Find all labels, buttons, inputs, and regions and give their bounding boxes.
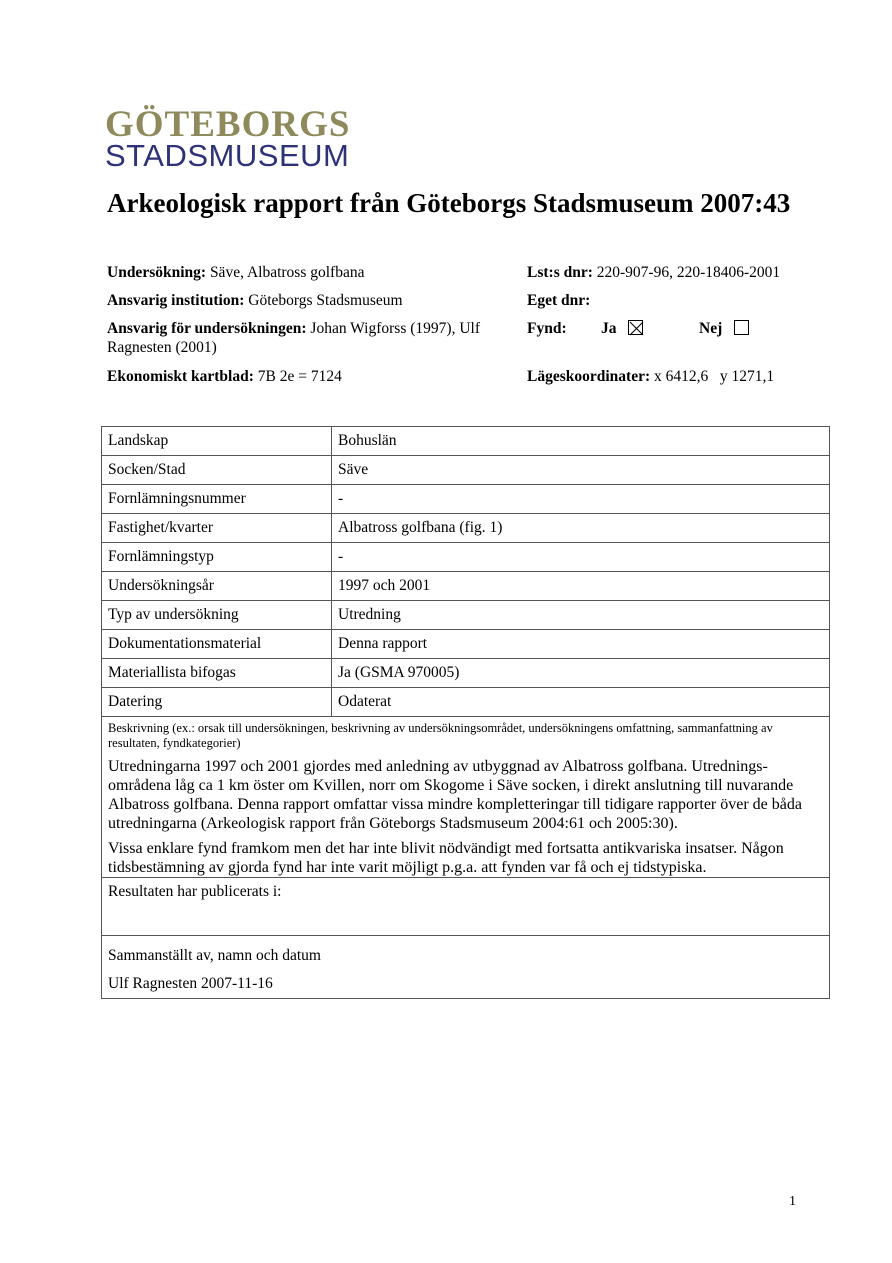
fynd-ja-checkbox[interactable] [628,320,643,335]
table-row [102,630,830,659]
description-paragraph-1: Utredningarna 1997 och 2001 gjordes med anledning av utbyggnad av Albatross golfbana. Utrednings- områdena låg ca 1 km öster om Kvillen, norr om Skogome i Säve socken, i direkt anslutning till nuvarande Albatross golfbana. Denna rapport omfattar vissa mindre kompletteringar till tidigare rapporter över de båda utredningarna (Arkeologisk rapport från Göteborgs Stadsmuseum 2004:61 och 2005:30). [108,758,802,832]
kartblad-value: 7B 2e = 7124 [253,368,342,385]
row-key: Fornlämningstyp [102,543,332,572]
ansvarig-value-2: Ragnesten (2001) [107,339,217,356]
row-key: Fastighet/kvarter [102,514,332,543]
row-value: Denna rapport [332,630,830,659]
published-cell [102,878,830,936]
logo-line-2: STADSMUSEUM [105,138,350,173]
table-row [102,572,830,601]
meta-fynd [527,319,827,338]
row-key: Landskap [102,427,332,456]
table-row [102,485,830,514]
description-row [102,717,830,878]
meta-lagekoordinater [527,367,847,386]
ansvarig-label: Ansvarig för undersökningen: [107,320,307,337]
table-row [102,456,830,485]
meta-kartblad [107,367,507,386]
row-value: 1997 och 2001 [332,572,830,601]
published-label: Resultaten har publicerats i: [108,883,282,900]
row-key: Fornlämningsnummer [102,485,332,514]
description-header: Beskrivning (ex.: orsak till undersökningen, beskrivning av undersökningsområdet, undersökningens omfattning, sammanfattning av resultaten, fyndkategorier) [108,721,773,750]
row-key: Typ av undersökning [102,601,332,630]
meta-ansvarig [107,319,517,357]
undersokning-label: Undersökning: [107,264,207,281]
table-row [102,601,830,630]
meta-eget-dnr [527,291,827,310]
description-cell [102,717,830,878]
row-value: - [332,543,830,572]
meta-institution [107,291,507,310]
kartblad-label: Ekonomiskt kartblad: [107,368,254,385]
institution-label: Ansvarig institution: [107,292,245,309]
table-row [102,514,830,543]
row-key: Datering [102,688,332,717]
eget-label: Eget dnr: [527,292,591,309]
row-value: Bohuslän [332,427,830,456]
row-value: Odaterat [332,688,830,717]
row-key: Dokumentationsmaterial [102,630,332,659]
compiled-value: Ulf Ragnesten 2007-11-16 [108,975,273,992]
checkbox-cross-icon [629,321,644,336]
row-value: Utredning [332,601,830,630]
undersokning-value: Säve, Albatross golfbana [206,264,365,281]
lage-value: x 6412,6 y 1271,1 [650,368,775,385]
fynd-nej-checkbox[interactable] [734,320,749,335]
page-number: 1 [789,1194,796,1209]
fynd-label: Fynd: [527,320,567,337]
row-value: Ja (GSMA 970005) [332,659,830,688]
table-row [102,688,830,717]
fynd-nej-label: Nej [699,320,723,337]
row-key: Materiallista bifogas [102,659,332,688]
institution-value: Göteborgs Stadsmuseum [244,292,403,309]
row-key: Socken/Stad [102,456,332,485]
compiled-cell [102,936,830,999]
logo-line-1: GÖTEBORGS [105,104,351,145]
report-title: Arkeologisk rapport från Göteborgs Stadsmuseum 2007:43 [107,188,791,218]
row-value: Albatross golfbana (fig. 1) [332,514,830,543]
row-value: Säve [332,456,830,485]
meta-undersokning [107,263,507,282]
meta-lst-dnr [527,263,827,282]
compiled-label: Sammanställt av, namn och datum [108,947,321,964]
museum-logo [105,104,351,173]
row-key: Undersökningsår [102,572,332,601]
table-row [102,659,830,688]
description-paragraph-2: Vissa enklare fynd framkom men det har inte blivit nödvändigt med fortsatta antikvariska insatser. Någon tidsbestämning av gjorda fynd har inte varit möjligt p.g.a. att fynden var få och ej tidstypiska. [108,840,784,876]
site-info-table [101,426,830,999]
row-value: - [332,485,830,514]
table-row [102,543,830,572]
table-row [102,427,830,456]
lst-value: 220-907-96, 220-18406-2001 [592,264,781,281]
lst-label: Lst:s dnr: [527,264,593,281]
compiled-row [102,936,830,999]
fynd-ja-label: Ja [601,320,617,337]
lage-label: Lägeskoordinater: [527,368,651,385]
ansvarig-value: Johan Wigforss (1997), Ulf [306,320,480,337]
published-row [102,878,830,936]
